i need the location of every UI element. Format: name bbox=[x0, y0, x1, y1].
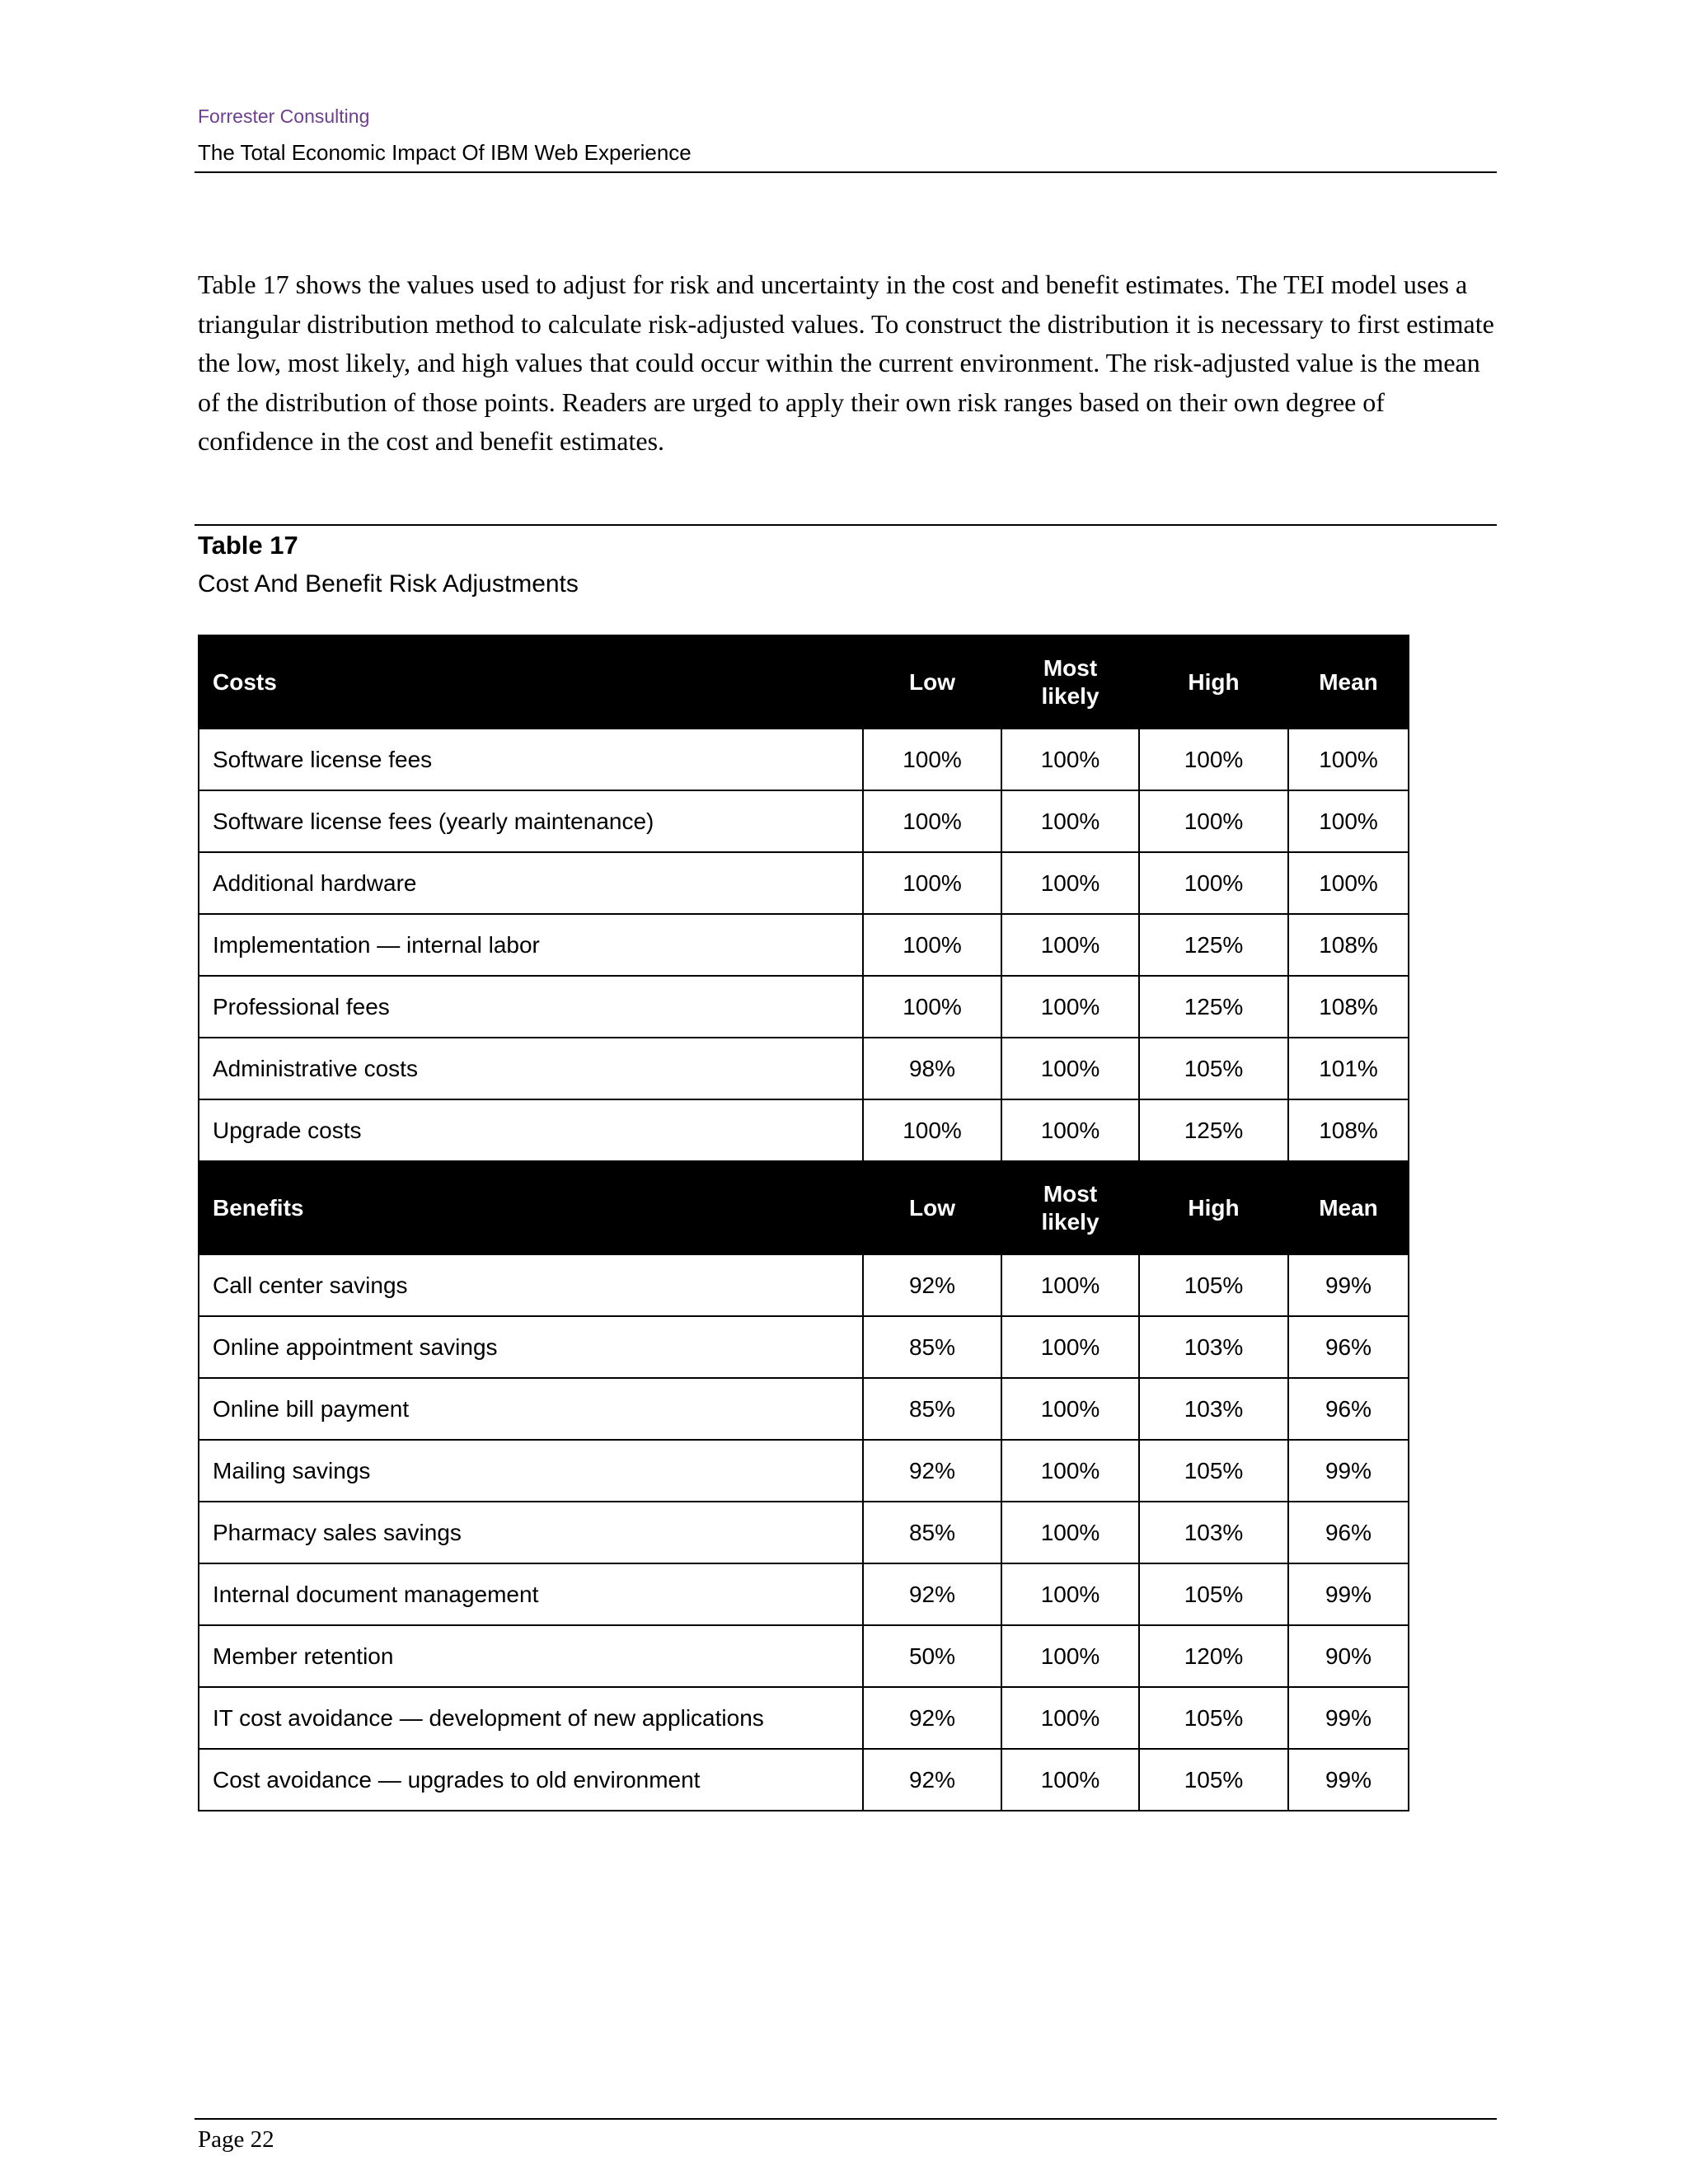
table-cell: 105% bbox=[1139, 1440, 1288, 1502]
table-cell: 100% bbox=[1001, 914, 1139, 976]
table-cell: 105% bbox=[1139, 1749, 1288, 1811]
table-cell: 105% bbox=[1139, 1254, 1288, 1316]
table-cell: 100% bbox=[1288, 852, 1409, 914]
row-label: Online appointment savings bbox=[199, 1316, 863, 1378]
row-label: Administrative costs bbox=[199, 1038, 863, 1099]
row-label: Member retention bbox=[199, 1625, 863, 1687]
row-label: Internal document management bbox=[199, 1563, 863, 1625]
table-cell: 98% bbox=[863, 1038, 1001, 1099]
table-cell: 100% bbox=[1139, 852, 1288, 914]
table-cell: 100% bbox=[1001, 1378, 1139, 1440]
table-cell: 96% bbox=[1288, 1502, 1409, 1563]
table-row bbox=[199, 729, 1409, 790]
row-label: Upgrade costs bbox=[199, 1099, 863, 1161]
table-cell: 125% bbox=[1139, 976, 1288, 1038]
table-cell: 100% bbox=[1001, 1316, 1139, 1378]
table-cell: 105% bbox=[1139, 1038, 1288, 1099]
table-cell: 105% bbox=[1139, 1687, 1288, 1749]
table-cell: 100% bbox=[1001, 729, 1139, 790]
row-label: Additional hardware bbox=[199, 852, 863, 914]
table-cell: 120% bbox=[1139, 1625, 1288, 1687]
table-cell: 100% bbox=[1001, 1099, 1139, 1161]
row-label: Mailing savings bbox=[199, 1440, 863, 1502]
table-cell: 100% bbox=[1001, 976, 1139, 1038]
column-header: Costs bbox=[199, 635, 863, 729]
table-cell: 92% bbox=[863, 1563, 1001, 1625]
table-cell: 100% bbox=[1001, 852, 1139, 914]
table-cell: 92% bbox=[863, 1440, 1001, 1502]
table-cell: 99% bbox=[1288, 1254, 1409, 1316]
row-label: Professional fees bbox=[199, 976, 863, 1038]
table-cell: 96% bbox=[1288, 1378, 1409, 1440]
risk-adjustment-table bbox=[198, 635, 1409, 1811]
row-label: Call center savings bbox=[199, 1254, 863, 1316]
row-label: Implementation — internal labor bbox=[199, 914, 863, 976]
table-row bbox=[199, 1038, 1409, 1099]
table-cell: 90% bbox=[1288, 1625, 1409, 1687]
row-label: Cost avoidance — upgrades to old environment bbox=[199, 1749, 863, 1811]
footer-divider bbox=[195, 2118, 1497, 2120]
table-cell: 101% bbox=[1288, 1038, 1409, 1099]
table-cell: 100% bbox=[1001, 1254, 1139, 1316]
table-cell: 50% bbox=[863, 1625, 1001, 1687]
table-cell: 108% bbox=[1288, 914, 1409, 976]
row-label: Pharmacy sales savings bbox=[199, 1502, 863, 1563]
row-label: Online bill payment bbox=[199, 1378, 863, 1440]
table-row bbox=[199, 1316, 1409, 1378]
table-cell: 85% bbox=[863, 1378, 1001, 1440]
table-cell: 108% bbox=[1288, 1099, 1409, 1161]
table-cell: 99% bbox=[1288, 1687, 1409, 1749]
table-cell: 85% bbox=[863, 1316, 1001, 1378]
table-cell: 100% bbox=[863, 976, 1001, 1038]
table-row bbox=[199, 1563, 1409, 1625]
row-label: IT cost avoidance — development of new applications bbox=[199, 1687, 863, 1749]
intro-paragraph: Table 17 shows the values used to adjust for risk and uncertainty in the cost and benefit estimates. The TEI model uses a triangular distribution method to calculate risk-adjusted values. To construct the distribution it is necessary to first estimate the low, most likely, and high values that could occur within the current environment. The risk-adjusted value is the mean of the distribution of those points. Readers are urged to apply their own risk ranges based on their own degree of confidence in the cost and benefit estimates. bbox=[198, 269, 1494, 456]
table-divider bbox=[195, 524, 1497, 526]
costs-header-row bbox=[199, 635, 1409, 729]
table-cell: 105% bbox=[1139, 1563, 1288, 1625]
table-row bbox=[199, 1687, 1409, 1749]
column-header: Most likely bbox=[1001, 635, 1139, 729]
row-label: Software license fees bbox=[199, 729, 863, 790]
table-caption: Cost And Benefit Risk Adjustments bbox=[198, 570, 579, 598]
table-cell: 100% bbox=[1139, 790, 1288, 852]
column-header: Benefits bbox=[199, 1161, 863, 1254]
table-row bbox=[199, 1625, 1409, 1687]
table-row bbox=[199, 852, 1409, 914]
table-cell: 100% bbox=[1001, 1502, 1139, 1563]
column-header: Mean bbox=[1288, 635, 1409, 729]
table-cell: 100% bbox=[863, 729, 1001, 790]
table-cell: 100% bbox=[863, 914, 1001, 976]
table-cell: 92% bbox=[863, 1749, 1001, 1811]
page-number: Page 22 bbox=[198, 2126, 274, 2153]
table-cell: 103% bbox=[1139, 1502, 1288, 1563]
column-header: High bbox=[1139, 635, 1288, 729]
table-cell: 85% bbox=[863, 1502, 1001, 1563]
table-row bbox=[199, 914, 1409, 976]
table-cell: 125% bbox=[1139, 914, 1288, 976]
table-row bbox=[199, 1254, 1409, 1316]
column-header: Low bbox=[863, 1161, 1001, 1254]
table-cell: 100% bbox=[1001, 1038, 1139, 1099]
table-cell: 100% bbox=[1139, 729, 1288, 790]
column-header: Mean bbox=[1288, 1161, 1409, 1254]
table-row bbox=[199, 976, 1409, 1038]
table-row bbox=[199, 790, 1409, 852]
column-header: Most likely bbox=[1001, 1161, 1139, 1254]
company-name: Forrester Consulting bbox=[198, 105, 370, 127]
table-cell: 103% bbox=[1139, 1378, 1288, 1440]
table-row bbox=[199, 1502, 1409, 1563]
table-cell: 92% bbox=[863, 1254, 1001, 1316]
benefits-header-row bbox=[199, 1161, 1409, 1254]
column-header: High bbox=[1139, 1161, 1288, 1254]
table-cell: 100% bbox=[863, 852, 1001, 914]
header-divider bbox=[195, 171, 1497, 173]
table-cell: 100% bbox=[1288, 790, 1409, 852]
table-cell: 100% bbox=[1288, 729, 1409, 790]
table-row bbox=[199, 1749, 1409, 1811]
table-cell: 99% bbox=[1288, 1749, 1409, 1811]
table-row bbox=[199, 1378, 1409, 1440]
table-cell: 100% bbox=[1001, 1687, 1139, 1749]
table-cell: 92% bbox=[863, 1687, 1001, 1749]
table-cell: 103% bbox=[1139, 1316, 1288, 1378]
table-cell: 100% bbox=[863, 790, 1001, 852]
table-cell: 100% bbox=[1001, 1749, 1139, 1811]
table-cell: 100% bbox=[1001, 1563, 1139, 1625]
row-label: Software license fees (yearly maintenance) bbox=[199, 790, 863, 852]
table-cell: 100% bbox=[863, 1099, 1001, 1161]
table-cell: 96% bbox=[1288, 1316, 1409, 1378]
table-cell: 125% bbox=[1139, 1099, 1288, 1161]
table-cell: 108% bbox=[1288, 976, 1409, 1038]
column-header: Low bbox=[863, 635, 1001, 729]
table-cell: 100% bbox=[1001, 1440, 1139, 1502]
table-label: Table 17 bbox=[198, 531, 298, 560]
table-row bbox=[199, 1440, 1409, 1502]
table-row bbox=[199, 1099, 1409, 1161]
table-cell: 99% bbox=[1288, 1440, 1409, 1502]
table-cell: 100% bbox=[1001, 1625, 1139, 1687]
document-title: The Total Economic Impact Of IBM Web Experience bbox=[198, 140, 692, 165]
table-cell: 99% bbox=[1288, 1563, 1409, 1625]
table-cell: 100% bbox=[1001, 790, 1139, 852]
